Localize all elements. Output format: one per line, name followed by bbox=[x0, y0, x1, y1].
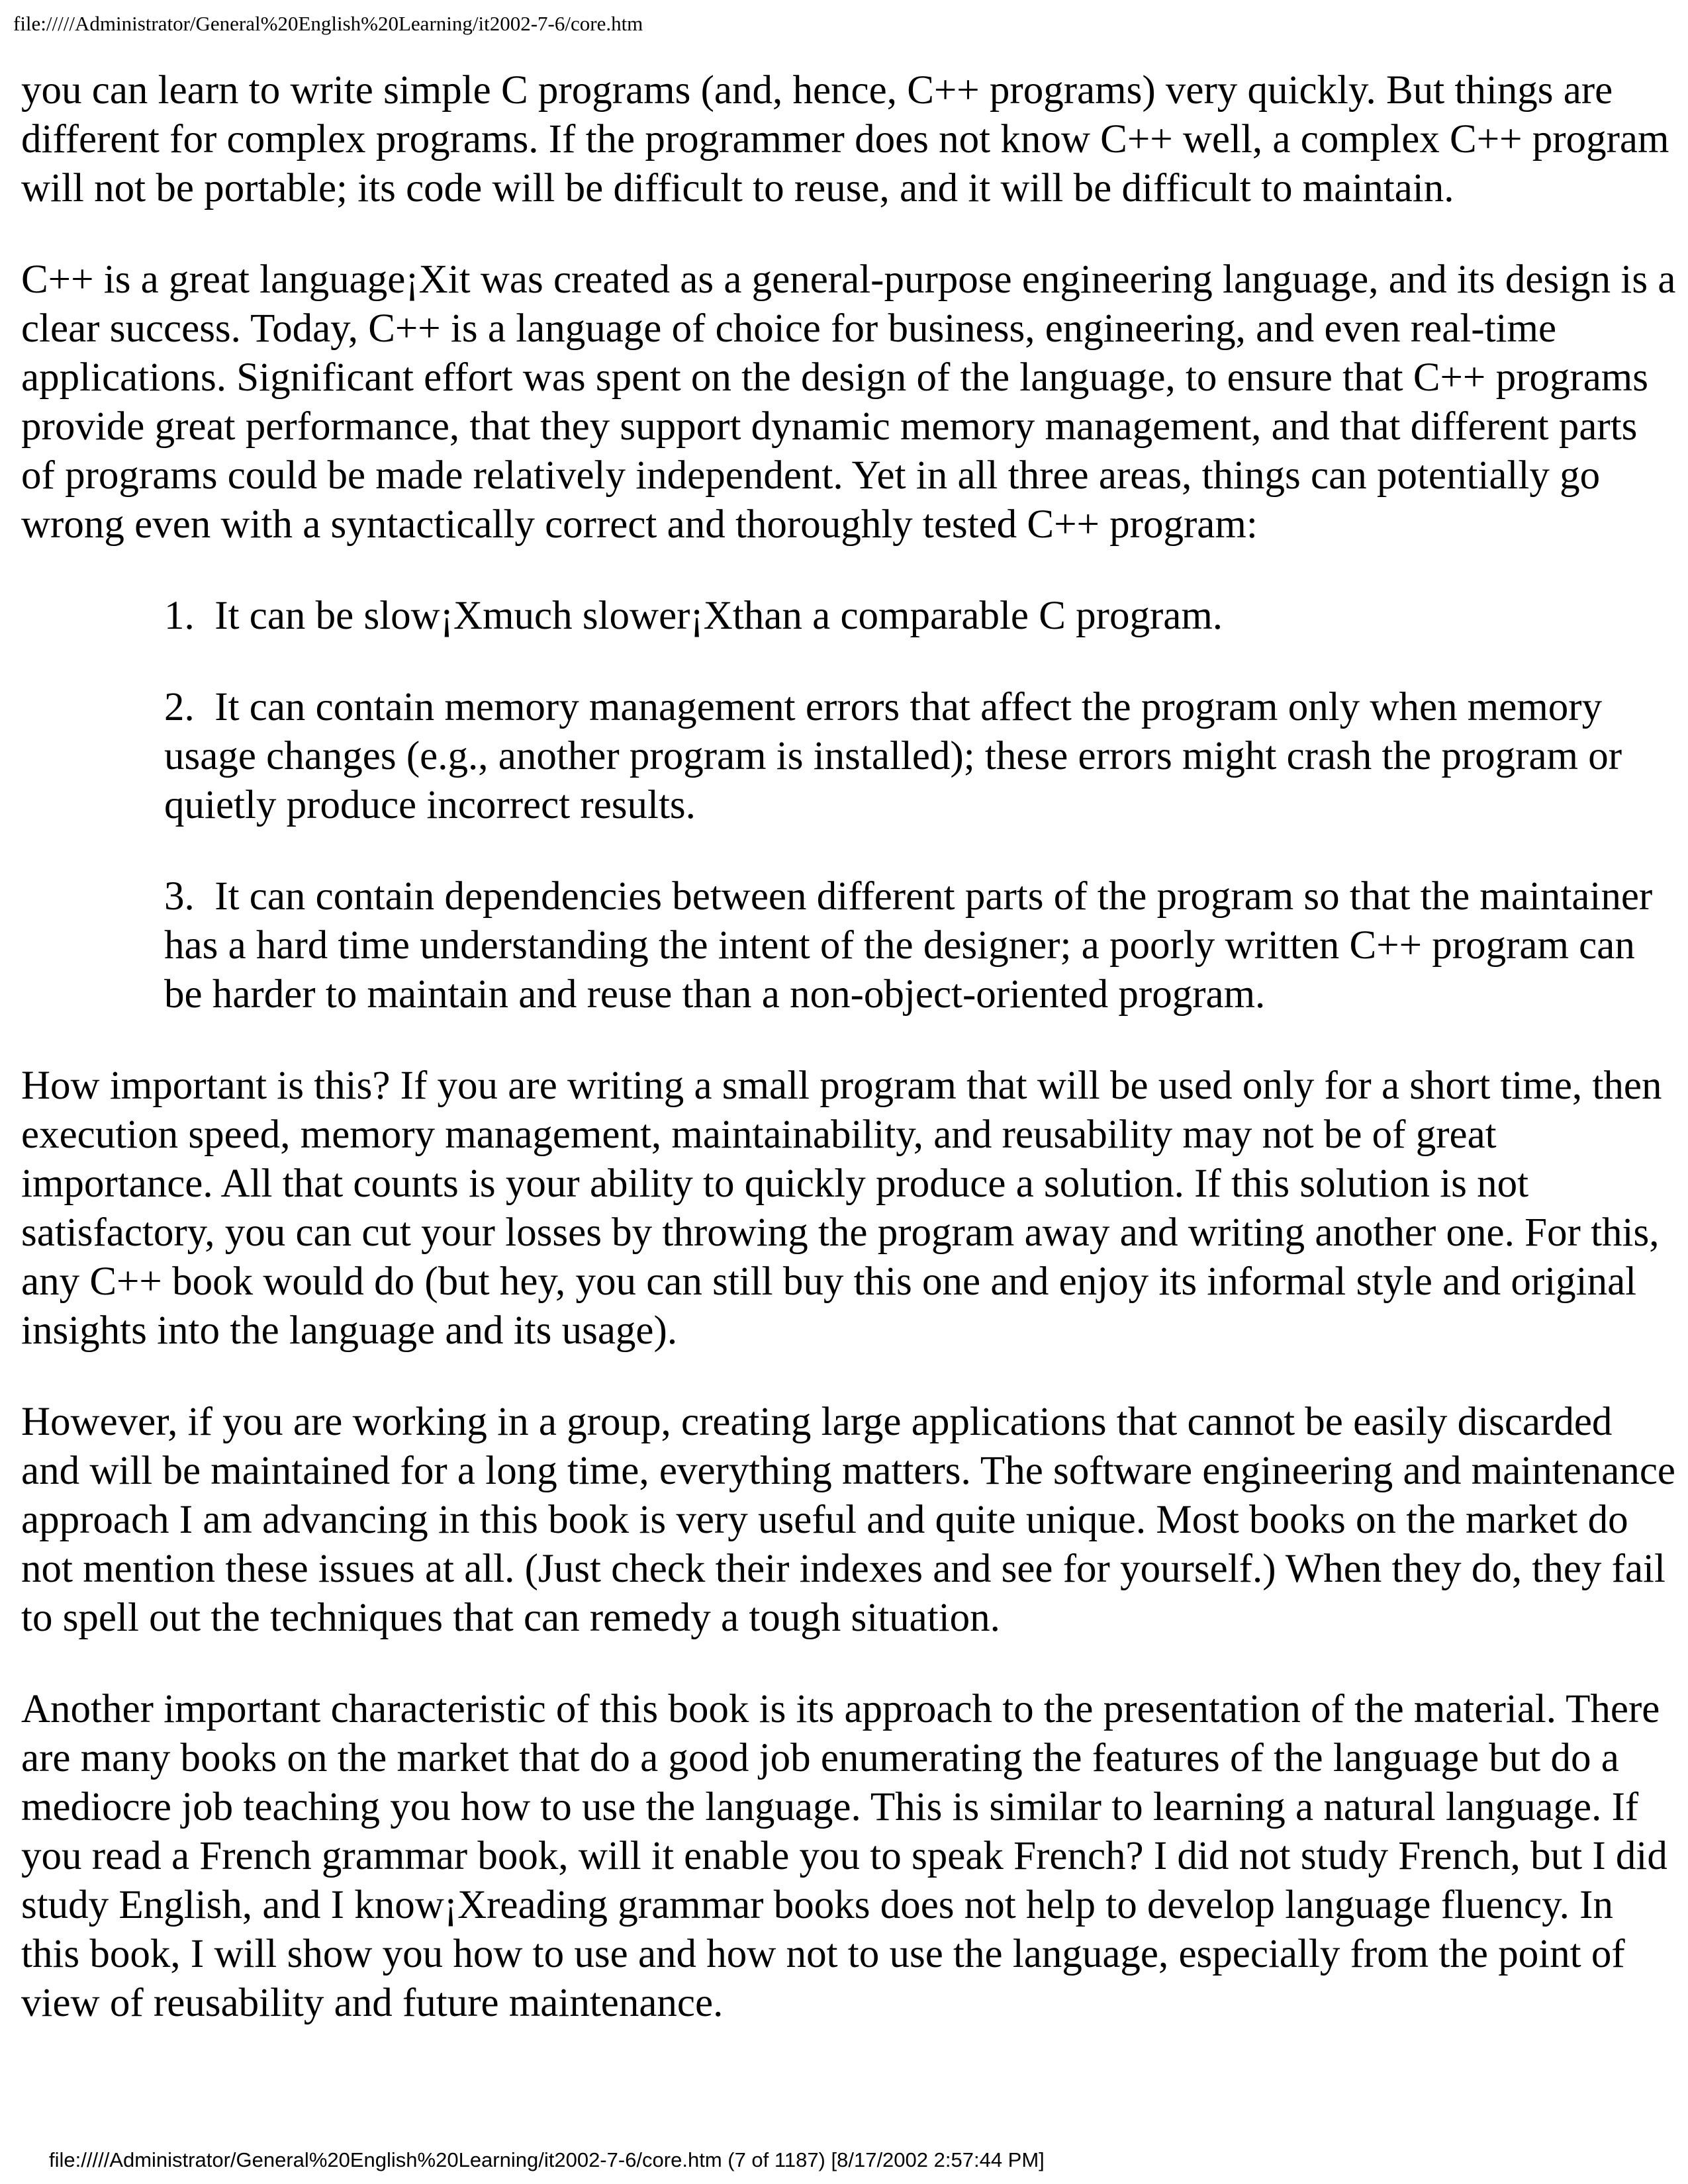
list-item-3 bbox=[21, 872, 1676, 1019]
numbered-list bbox=[21, 592, 1676, 1019]
list-item-1 bbox=[21, 592, 1676, 641]
list-item-text: It can contain memory management errors that affect the program only when memory usage changes (e.g., another program is installed); these errors might crash the program or quietly produce incorrect results. bbox=[164, 685, 1622, 827]
paragraph-5: Another important characteristic of this book is its approach to the presentation of the material. There are many books on the market that do a good job enumerating the features of the language but do a mediocre job teaching you how to use the language. This is similar to learning a natural language. If you read a French grammar book, will it enable you to speak French? I did not study French, but I did study English, and I know¡Xreading grammar books does not help to develop language fluency. In this book, I will show you how to use and how not to use the language, especially from the point of view of reusability and future maintenance. bbox=[21, 1687, 1667, 2025]
list-item-text: It can be slow¡Xmuch slower¡Xthan a comparable C program. bbox=[214, 594, 1223, 638]
list-item-number: 3. bbox=[164, 874, 195, 919]
paragraph-4: However, if you are working in a group, creating large applications that cannot be easily discarded and will be maintained for a long time, everything matters. The software engineering and maintenance approach I am advancing in this book is very useful and quite unique. Most books on the market do not mention these issues at all. (Just check their indexes and see for yourself.) When they do, they fail to spell out the techniques that can remedy a tough situation. bbox=[21, 1400, 1676, 1640]
list-item-number: 2. bbox=[164, 685, 195, 729]
paragraph-1: you can learn to write simple C programs (and, hence, C++ programs) very quickly. But things are different for complex programs. If the programmer does not know C++ well, a complex C++ program will not be portable; its code will be difficult to reuse, and it will be difficult to maintain. bbox=[21, 68, 1669, 210]
list-item-number: 1. bbox=[164, 594, 195, 638]
paragraph-2: C++ is a great language¡Xit was created as a general-purpose engineering language, and its design is a clear success. Today, C++ is a language of choice for business, engineering, and even real-time applications. Significant effort was spent on the design of the language, to ensure that C++ programs provide great performance, that they support dynamic memory management, and that different parts of programs could be made relatively independent. Yet in all three areas, things can potentially go wrong even with a syntactically correct and thoroughly tested C++ program: bbox=[21, 257, 1676, 547]
footer-url: file://///Administrator/General%20English%20Learning/it2002-7-6/core.htm (7 of 1187) [8/17/2002 2:57:44 PM] bbox=[49, 2148, 1045, 2171]
document-body bbox=[21, 66, 1676, 2070]
header-url: file://///Administrator/General%20English%20Learning/it2002-7-6/core.htm bbox=[13, 12, 643, 35]
list-item-2 bbox=[21, 683, 1676, 830]
list-item-text: It can contain dependencies between different parts of the program so that the maintainer has a hard time understanding the intent of the designer; a poorly written C++ program can be harder to maintain and reuse than a non-object-oriented program. bbox=[164, 874, 1653, 1017]
paragraph-3: How important is this? If you are writing a small program that will be used only for a short time, then execution speed, memory management, maintainability, and reusability may not be of great importance. All that counts is your ability to quickly produce a solution. If this solution is not satisfactory, you can cut your losses by throwing the program away and writing another one. For this, any C++ book would do (but hey, you can still buy this one and enjoy its informal style and original insights into the language and its usage). bbox=[21, 1064, 1662, 1353]
